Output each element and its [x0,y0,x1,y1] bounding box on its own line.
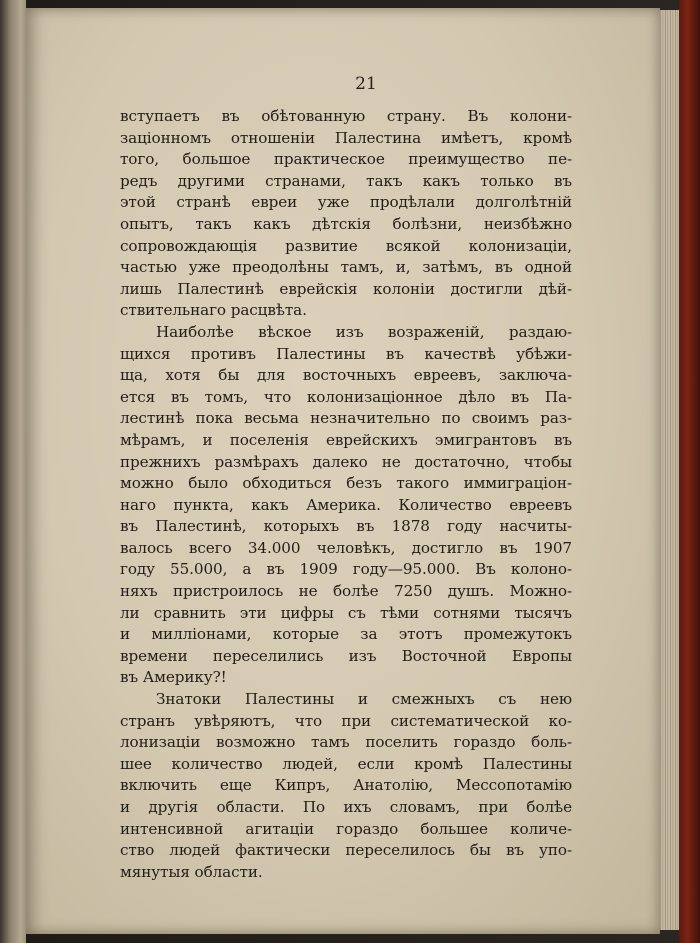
text-line: наго пункта, какъ Америка. Количество евреевъ [120,495,572,514]
text-line: мѣрамъ, и поселенiя еврейскихъ эмигрантовъ въ [120,430,572,449]
text-line: щихся противъ Палестины въ качествѣ убѣжи- [120,344,572,363]
text-line: въ Америку?! [120,668,227,687]
text-line: ство людей фактически переселилось бы въ упо- [120,841,572,860]
text-line: прежнихъ размѣрахъ далеко не достаточно, чтобы [120,452,572,471]
text-line: опытъ, такъ какъ дѣтскiя болѣзни, неизбѣжно [120,214,572,233]
text-line: лонизацiи возможно тамъ поселить гораздо боль- [120,733,572,752]
text-line: интенсивной агитацiи гораздо большее количе- [120,819,572,838]
text-line: того, большое практическое преимущество пе- [120,150,572,169]
text-line: Наиболѣе вѣское изъ возраженiй, раздаю- [156,322,572,341]
text-line: зацiонномъ отношенiи Палестина имѣетъ, кромѣ [120,128,572,147]
paragraph [120,322,572,689]
text-line: и другiя области. По ихъ словамъ, при болѣе [120,798,572,816]
text-line: няхъ пристроилось не болѣе 7250 душъ. Можно- [120,582,572,601]
text-line: можно было обходиться безъ такого иммиграцiон- [120,474,572,493]
page-number: 21 [355,74,377,94]
text-line: ща, хотя бы для восточныхъ евреевъ, заключа- [120,366,572,385]
book-cover-edge [679,0,700,943]
text-line: мянутыя области. [120,862,263,881]
text-line: ется въ томъ, что колонизацiонное дѣло въ Па- [120,387,572,406]
text-line: Знатоки Палестины и смежныхъ съ нею [156,690,572,709]
book-spine [0,0,26,943]
text-line: лишь Палестинѣ еврейскiя колонiи достигли дѣй- [120,279,572,298]
text-line: валось всего 34.000 человѣкъ, достигло въ 1907 [120,538,572,557]
text-line: и миллiонами, которые за этотъ промежутокъ [120,625,572,644]
text-line: сопровождающiя развитие всякой колонизацiи, [120,236,572,255]
text-line: ствительнаго расцвѣта. [120,301,307,320]
text-line: странъ увѣряютъ, что при систематической ко- [120,711,572,730]
page-text [120,106,572,883]
text-line: этой странѣ евреи уже продѣлали долголѣтнiй [120,193,572,212]
text-line: времени переселились изъ Восточной Европы [120,646,572,665]
text-line: вступаетъ въ обѣтованную страну. Въ колони- [120,107,572,125]
text-line: шее количество людей, если кромѣ Палестины [120,754,572,773]
text-line: году 55.000, а въ 1909 году—95.000. Въ колоно- [120,560,572,579]
text-line: частью уже преодолѣны тамъ, и, затѣмъ, въ одной [120,258,572,277]
paragraph [120,106,572,322]
paragraph [120,689,572,883]
text-line: включить еще Кипръ, Анатолiю, Мессопотамiю [120,776,572,795]
text-line: ли сравнить эти цифры съ тѣми сотнями тысячъ [120,603,572,622]
text-line: редъ другими странами, такъ какъ только въ [120,171,572,190]
text-line: въ Палестинѣ, которыхъ въ 1878 году насчиты- [120,517,572,536]
text-line: лестинѣ пока весьма незначительно по своимъ раз- [120,409,572,428]
